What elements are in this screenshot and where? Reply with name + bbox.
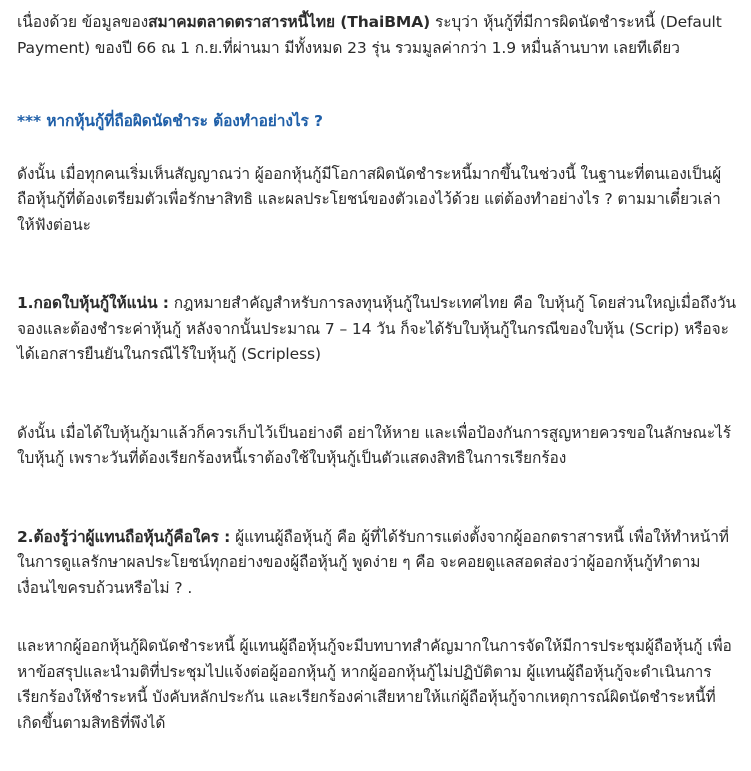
intro-text-start: เนื่องด้วย ข้อมูลของ (17, 13, 149, 31)
thaibma-org-name: สมาคมตลาดตราสารหนี้ไทย (ThaiBMA) (148, 13, 431, 31)
point-1-text: กฎหมายสำคัญสำหรับการลงทุนหุ้นกู้ในประเทศไทย คือ ใบหุ้นกู้ โดยส่วนใหญ่เมื่อถึงวันจองและต้องชำระค่าหุ้นกู้ หลังจากนั้นประมาณ 7 – 14 วัน ก็จะได้รับใบหุ้นกู้ในกรณีของใบหุ้น (Scrip) หรือจะได้เอกสารยืนยันในกรณีไร้ใบหุ้นกู้ (Scripless) (17, 294, 736, 363)
paragraph-representative-role: และหากผู้ออกหุ้นกู้ผิดนัดชำระหนี้ ผู้แทนผู้ถือหุ้นกู้จะมีบทบาทสำคัญมากในการจัดให้มีการประชุมผู้ถือหุ้นกู้ เพื่อหาข้อสรุปและนำมติที่ประชุมไปแจ้งต่อผู้ออกหุ้นกู้ หากผู้ออกหุ้นกู้ไม่ปฏิบัติตาม ผู้แทนผู้ถือหุ้นกู้จะดำเนินการเรียกร้องให้ชำระหนี้ บังคับหลักประกัน และเรียกร้องค่าเสียหายให้แก่ผู้ถือหุ้นกู้จากเหตุการณ์ผิดนัดชำระหนี้ที่เกิดขึ้นตามสิทธิที่พึงได้ (17, 637, 732, 732)
intro-paragraph (17, 10, 737, 61)
section-heading: *** หากหุ้นกู้ที่ถือผิดนัดชำระ ต้องทำอย่างไร ? (17, 112, 323, 130)
point-1-label: 1.กอดใบหุ้นกู้ให้แน่น : (17, 294, 169, 312)
point-2-label: 2.ต้องรู้ว่าผู้แทนถือหุ้นกู้คือใคร : (17, 527, 231, 546)
point-2-paragraph (17, 525, 737, 602)
paragraph-keep-certificate: ดังนั้น เมื่อได้ใบหุ้นกู้มาแล้วก็ควรเก็บไว้เป็นอย่างดี อย่าให้หาย และเพื่อป้องกันการสูญหายควรขอในลักษณะไร้ใบหุ้นกู้ เพราะวันที่ต้องเรียกร้องหนี้เราต้องใช้ใบหุ้นกู้เป็นตัวแสดงสิทธิในการเรียกร้อง (17, 423, 731, 467)
point-1-paragraph (17, 291, 737, 368)
paragraph-how-to: ดังนั้น เมื่อทุกคนเริ่มเห็นสัญญาณว่า ผู้ออกหุ้นกู้มีโอกาสผิดนัดชำระหนี้มากขึ้นในช่วงนี้ ในฐานะที่ตนเองเป็นผู้ถือหุ้นกู้ที่ต้องเตรียมตัวเพื่อรักษาสิทธิ และผลประโยชน์ของตัวเองไว้ด้วย แต่ต้องทำอย่างไร ? ตามมาเดี๋ยวเล่าให้ฟังต่อนะ (17, 164, 722, 234)
point-2-text: ผู้แทนผู้ถือหุ้นกู้ คือ ผู้ที่ได้รับการแต่งตั้งจากผู้ออกตราสารหนี้ เพื่อให้ทำหน้าที่ในการดูแลรักษาผลประโยชน์ทุกอย่างของผู้ถือหุ้นกู้ พูดง่าย ๆ คือ จะคอยดูแลสอดส่องว่าผู้ออกหุ้นกู้ทำตามเงื่อนไขครบถ้วนหรือไม่ ? . (17, 527, 729, 597)
intro-text-end: ระบุว่า หุ้นกู้ที่มีการผิดนัดชำระหนี้ (Default Payment) ของปี 66 ณ 1 ก.ย.ที่ผ่านมา มีทั้งหมด 23 รุ่น รวมมูลค่ากว่า 1.9 หมื่นล้านบาท เลยทีเดียว (17, 13, 722, 57)
